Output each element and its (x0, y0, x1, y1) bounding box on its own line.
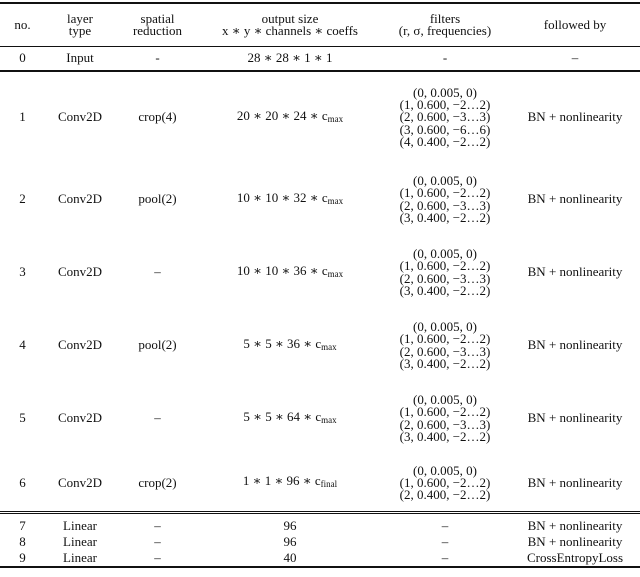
header-line: layer (67, 10, 93, 26)
header-line: filters (429, 10, 461, 26)
cell-filters (380, 513, 510, 534)
cell-followed-by: CrossEntropyLoss (510, 549, 640, 567)
filter-spec: – (441, 517, 449, 533)
header-line: output size (261, 10, 319, 26)
filter-spec: (3, 0.600, −6…6) (399, 121, 491, 137)
cell-layer-type: Conv2D (57, 410, 103, 426)
filter-spec: (0, 0.005, 0) (413, 84, 477, 100)
filter-spec: (0, 0.005, 0) (413, 172, 477, 188)
column-header (45, 3, 115, 47)
header-line: followed by (543, 16, 607, 32)
filter-spec: (0, 0.005, 0) (413, 391, 477, 407)
cell-no: 6 (0, 455, 45, 513)
filter-spec: (1, 0.600, −2…2) (399, 404, 491, 420)
cell-layer-type: Conv2D (57, 191, 103, 207)
output-size-value: 1 ∗ 1 ∗ 96 ∗ c (242, 473, 321, 489)
filter-spec: (1, 0.600, −2…2) (399, 258, 491, 274)
cell-spatial-reduction: pool(2) (138, 337, 177, 353)
filter-spec: (1, 0.600, −2…2) (399, 185, 491, 201)
cell-followed-by: BN + nonlinearity (510, 455, 640, 513)
cell-filters (380, 236, 510, 309)
output-size-subscript: final (320, 479, 338, 490)
cell-spatial-reduction: – (154, 533, 161, 549)
header-row (0, 3, 640, 47)
filter-spec: (1, 0.600, −2…2) (399, 97, 491, 113)
output-size-value: 96 (283, 533, 297, 549)
cell-followed-by: BN + nonlinearity (527, 337, 623, 353)
filter-spec: (2, 0.400, −2…2) (399, 487, 491, 503)
cell-output-size (200, 549, 380, 567)
table-row (0, 236, 640, 309)
filter-spec: - (442, 50, 448, 66)
cell-no: 3 (19, 264, 26, 280)
cell-filters (380, 533, 510, 549)
cell-spatial-reduction: pool(2) (138, 191, 177, 207)
output-size-value: 28 ∗ 28 ∗ 1 ∗ 1 (247, 50, 333, 66)
column-header (200, 3, 380, 47)
filter-spec: (1, 0.600, −2…2) (399, 474, 491, 490)
filter-spec: (1, 0.600, −2…2) (399, 331, 491, 347)
header-line: reduction (132, 23, 183, 38)
cell-filters (380, 455, 510, 513)
cell-followed-by: BN + nonlinearity (527, 264, 623, 280)
cell-output-size (200, 455, 380, 513)
table-row (0, 47, 640, 72)
header-line: no. (14, 16, 31, 32)
output-size-subscript: max (327, 113, 344, 124)
header-line: spatial (140, 10, 175, 26)
cell-no: 9 (0, 549, 45, 567)
cell-spatial-reduction: - (115, 47, 200, 72)
cell-followed-by: – (510, 47, 640, 72)
cell-spatial-reduction: – (115, 549, 200, 567)
cell-layer-type: Linear (63, 517, 97, 533)
cell-output-size (200, 382, 380, 455)
cell-filters (380, 163, 510, 236)
table-row (0, 549, 640, 567)
filter-spec: (3, 0.400, −2…2) (399, 355, 491, 371)
cell-layer-type: Conv2D (57, 264, 103, 280)
cell-output-size (200, 47, 380, 72)
cell-spatial-reduction: – (154, 264, 161, 280)
cell-spatial-reduction: crop(2) (115, 455, 200, 513)
filter-spec: (2, 0.600, −3…3) (399, 109, 491, 125)
cell-spatial-reduction: – (154, 410, 161, 426)
output-size-subscript: max (327, 268, 344, 279)
cell-layer-type: Input (45, 47, 115, 72)
table-row (0, 382, 640, 455)
output-size-value: 10 ∗ 10 ∗ 36 ∗ c (236, 262, 328, 278)
filter-spec: (2, 0.600, −3…3) (399, 416, 491, 432)
cell-output-size (200, 513, 380, 534)
cell-output-size (200, 236, 380, 309)
cell-layer-type: Linear (63, 533, 97, 549)
cell-layer-type: Conv2D (57, 337, 103, 353)
cell-followed-by: BN + nonlinearity (527, 109, 623, 125)
header-line: type (68, 23, 92, 38)
cell-layer-type: Conv2D (45, 455, 115, 513)
cell-no: 2 (19, 191, 26, 207)
column-header (380, 3, 510, 47)
table-row (0, 513, 640, 534)
table-row (0, 533, 640, 549)
cell-followed-by: BN + nonlinearity (527, 191, 623, 207)
column-header (510, 3, 640, 47)
output-size-value: 20 ∗ 20 ∗ 24 ∗ c (236, 107, 328, 123)
column-header (0, 3, 45, 47)
filter-spec: (3, 0.400, −2…2) (399, 209, 491, 225)
output-size-value: 40 (283, 549, 297, 565)
output-size-value: 5 ∗ 5 ∗ 36 ∗ c (243, 335, 322, 351)
header-line: x ∗ y ∗ channels ∗ coeffs (221, 23, 358, 38)
cell-filters (380, 47, 510, 72)
filter-spec: (0, 0.005, 0) (413, 462, 477, 478)
cell-output-size (200, 309, 380, 382)
cell-filters (380, 382, 510, 455)
table-row (0, 455, 640, 513)
architecture-table (0, 2, 640, 568)
filter-spec: – (441, 549, 449, 565)
table-row (0, 163, 640, 236)
output-size-value: 96 (283, 517, 297, 533)
output-size-value: 5 ∗ 5 ∗ 64 ∗ c (243, 408, 322, 424)
cell-no: 1 (19, 109, 26, 125)
cell-output-size (200, 71, 380, 163)
filter-spec: (0, 0.005, 0) (413, 245, 477, 261)
cell-no: 0 (0, 47, 45, 72)
cell-filters (380, 309, 510, 382)
cell-spatial-reduction: – (154, 517, 161, 533)
table-row (0, 71, 640, 163)
cell-no: 8 (19, 533, 26, 549)
cell-followed-by: BN + nonlinearity (527, 410, 623, 426)
header-line: (r, σ, frequencies) (398, 23, 492, 38)
cell-filters (380, 71, 510, 163)
filter-spec: (2, 0.600, −3…3) (399, 270, 491, 286)
table-row (0, 309, 640, 382)
cell-spatial-reduction: crop(4) (138, 109, 177, 125)
filter-spec: (4, 0.400, −2…2) (399, 133, 491, 149)
cell-layer-type: Conv2D (57, 109, 103, 125)
cell-filters (380, 549, 510, 567)
cell-followed-by: BN + nonlinearity (527, 517, 623, 533)
filter-spec: (2, 0.600, −3…3) (399, 197, 491, 213)
cell-output-size (200, 533, 380, 549)
column-header (115, 3, 200, 47)
filter-spec: (3, 0.400, −2…2) (399, 282, 491, 298)
output-size-subscript: max (321, 414, 337, 425)
cell-followed-by: BN + nonlinearity (527, 533, 623, 549)
cell-no: 7 (19, 517, 26, 533)
filter-spec: (3, 0.400, −2…2) (399, 428, 491, 444)
filter-spec: (0, 0.005, 0) (413, 318, 477, 334)
filter-spec: – (441, 533, 449, 549)
output-size-value: 10 ∗ 10 ∗ 32 ∗ c (236, 189, 328, 205)
output-size-subscript: max (327, 195, 344, 206)
cell-no: 4 (19, 337, 26, 353)
filter-spec: (2, 0.600, −3…3) (399, 343, 491, 359)
output-size-subscript: max (321, 341, 337, 352)
cell-output-size (200, 163, 380, 236)
cell-no: 5 (19, 410, 26, 426)
cell-layer-type: Linear (45, 549, 115, 567)
